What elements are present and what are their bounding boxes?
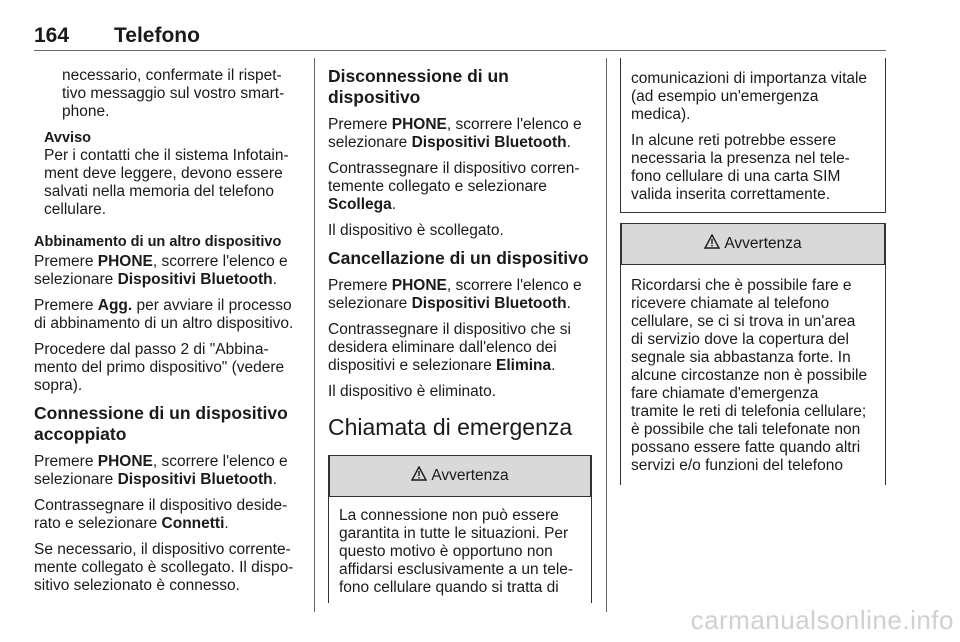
warning-box: [328, 455, 592, 603]
section-heading-disconnect: Disconnessione di un dispositivo: [328, 66, 509, 107]
warning-label: Avvertenza: [724, 235, 802, 252]
paragraph: In alcune reti potrebbe essere necessaria la presenza nel tele- fono cellulare di una carta SIM valida inserita correttamente.: [631, 132, 850, 203]
paragraph: Premere Agg. per avviare il processo di abbinamento di un altro dispositivo.: [34, 297, 294, 332]
warning-text: Ricordarsi che è possibile fare e ricevere chiamate al telefono cellulare, se ci si trova in un'area di servizio dove la copertura del segnale sia abbastanza forte. In alcune circostanze non è possibile fare chiamate d'emergenza tramite le reti di telefonia cellulare; è possibile che tali telefonate non possano essere fatte quando altri servizi e/o funzioni del telefono: [631, 277, 868, 474]
paragraph: Premere PHONE, scorrere l'elenco e selezionare Dispositivi Bluetooth.: [328, 116, 582, 151]
section-heading-delete: Cancellazione di un dispositivo: [328, 248, 589, 268]
warning-label: Avvertenza: [431, 467, 509, 484]
column-3: [620, 58, 886, 485]
note-text: Per i contatti che il sistema Infotain- ment deve leggere, devono essere salvati nella memoria del telefono cellulare.: [44, 147, 289, 218]
warning-header: [621, 223, 885, 265]
paragraph: Il dispositivo è eliminato.: [328, 383, 496, 400]
section-heading-emergency: Chiamata di emergenza: [328, 414, 573, 440]
note-title: Avviso: [44, 130, 92, 146]
column-divider: [314, 58, 315, 612]
paragraph: Premere PHONE, scorrere l'elenco e selezionare Dispositivi Bluetooth.: [34, 253, 288, 288]
note: [34, 129, 300, 219]
continued-text: necessario, confermate il rispet- tivo messaggio sul vostro smart- phone.: [62, 67, 285, 120]
warning-box: [620, 223, 886, 485]
paragraph: Procedere dal passo 2 di "Abbina- mento del primo dispositivo" (vedere sopra).: [34, 341, 285, 394]
page-header: [34, 24, 886, 50]
column-1: [34, 67, 300, 603]
paragraph: comunicazioni di importanza vitale (ad esempio un'emergenza medica).: [631, 70, 868, 123]
warning-body: [621, 265, 885, 485]
column-divider: [606, 58, 607, 612]
paragraph: Contrassegnare il dispositivo corren- temente collegato e selezionare Scollega.: [328, 160, 580, 213]
page-number: 164: [34, 24, 70, 47]
warning-box-continued: [620, 58, 886, 213]
paragraph: Contrassegnare il dispositivo che si desidera eliminare dall'elenco dei dispositivi e selezionare Elimina.: [328, 321, 571, 374]
warning-text: La connessione non può essere garantita in tutte le situazioni. Per questo motivo è opportuno non affidarsi esclusivamente a un tele- fono cellulare quando si tratta di: [339, 507, 574, 596]
paragraph: Contrassegnare il dispositivo deside- rato e selezionare Connetti.: [34, 497, 288, 532]
watermark: carmanualsonline.info: [690, 605, 954, 635]
paragraph: Il dispositivo è scollegato.: [328, 222, 504, 239]
paragraph: Premere PHONE, scorrere l'elenco e selezionare Dispositivi Bluetooth.: [328, 277, 582, 312]
page-title: Telefono: [114, 24, 200, 47]
warning-body: [329, 497, 591, 603]
paragraph: Premere PHONE, scorrere l'elenco e selezionare Dispositivi Bluetooth.: [34, 453, 288, 488]
header-divider: [34, 50, 886, 51]
warning-header: [329, 455, 591, 497]
paragraph: Se necessario, il dispositivo corrente- mente collegato è scollegato. Il dispo- sitivo selezionato è connesso.: [34, 541, 294, 594]
section-heading-connect: Connessione di un dispositivo accoppiato: [34, 403, 288, 444]
column-2: [328, 62, 592, 603]
section-heading-pairing: Abbinamento di un altro dispositivo: [34, 234, 282, 250]
